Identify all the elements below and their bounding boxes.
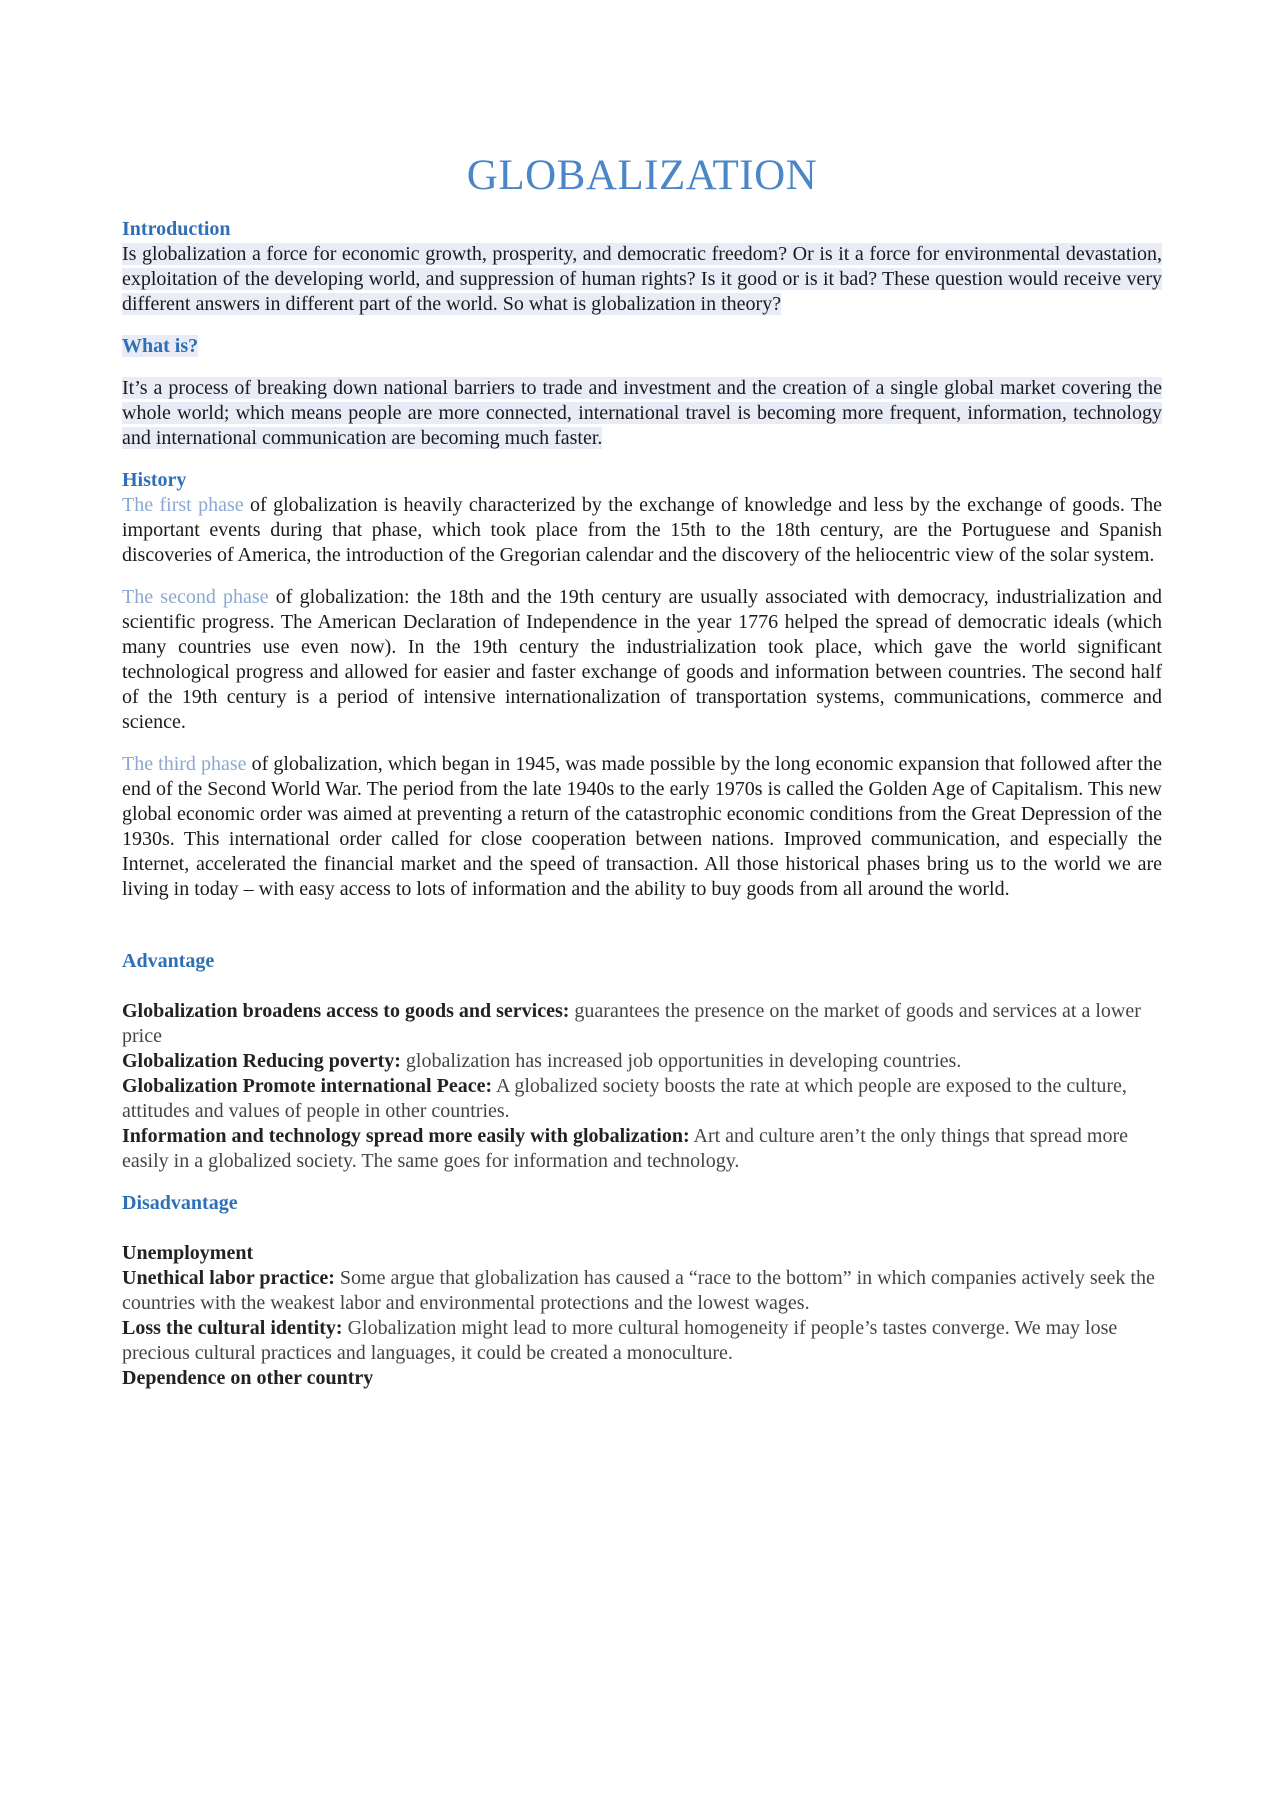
phase3-text: of globalization, which began in 1945, was made possible by the long economic expansion that followed after the end of the Second World War. The period from the late 1940s to the early 1970s is called the Golden Age of Capitalism. This new global economic order was aimed at preventing a return of the catastrophic economic conditions from the Great Depression of the 1930s. This international order called for close cooperation between nations. Improved communication, and especially the Internet, accelerated the financial market and the speed of transaction. All those historical phases bring us to the world we are living in today – with easy access to lots of information and the ability to buy goods from all around the world.	[122, 753, 1162, 901]
disadvantage-item-label: Unethical labor practice:	[122, 1267, 335, 1290]
intro-text: Is globalization a force for economic growth, prosperity, and democratic freedom? Or is it a force for environmental devastation, exploitation of the developing world, and suppression of human rights? Is it good or is it bad? These question would receive very different answers in different part of the world. So what is globalization in theory?	[122, 243, 1162, 316]
advantage-item-label: Information and technology spread more easily with globalization:	[122, 1125, 690, 1148]
advantage-item-text: Art and culture aren’t the only things that spread more easily in a globalized society. The same goes for information and technology.	[122, 1125, 1129, 1173]
section-disadvantage	[122, 1191, 1162, 1391]
disadvantage-item-label: Dependence on other country	[122, 1367, 374, 1390]
history-phase1-paragraph	[122, 493, 1162, 568]
disadvantage-item-label: Loss the cultural identity:	[122, 1317, 343, 1340]
disadvantage-item-text: Globalization might lead to more cultural homogeneity if people’s tastes converge. We may lose precious cultural practices and languages, it could be created a monoculture.	[122, 1317, 1118, 1365]
section-what-is	[122, 334, 1162, 451]
advantage-item-text: globalization has increased job opportunities in developing countries.	[400, 1050, 962, 1073]
advantage-item	[122, 1074, 1162, 1124]
what-is-paragraph	[122, 376, 1162, 451]
disadvantage-item	[122, 1241, 1162, 1266]
heading-history: History	[122, 469, 187, 492]
disadvantage-item	[122, 1366, 1162, 1391]
disadvantage-item	[122, 1266, 1162, 1316]
heading-disadvantage: Disadvantage	[122, 1192, 238, 1215]
advantage-item-label: Globalization Promote international Peace:	[122, 1075, 493, 1098]
advantage-item-label: Globalization broadens access to goods and services:	[122, 1000, 570, 1023]
advantage-item	[122, 999, 1162, 1049]
heading-what-is-text: What is?	[122, 335, 199, 358]
heading-what-is	[122, 334, 1162, 359]
advantage-item	[122, 1049, 1162, 1074]
what-is-text: It’s a process of breaking down national barriers to trade and investment and the creation of a single global market covering the whole world; which means people are more connected, international travel is becoming more frequent, information, technology and international communication are becoming much faster.	[122, 377, 1162, 450]
history-phase2-paragraph	[122, 585, 1162, 735]
disadvantage-item-label: Unemployment	[122, 1242, 254, 1265]
phase2-label: The second phase	[122, 586, 269, 609]
advantage-item	[122, 1124, 1162, 1174]
section-introduction	[122, 217, 1162, 317]
heading-advantage: Advantage	[122, 950, 215, 973]
advantage-item-text: guarantees the presence on the market of goods and services at a lower price	[122, 1000, 1141, 1048]
phase1-label: The first phase	[122, 494, 244, 517]
section-history	[122, 468, 1162, 902]
section-advantage	[122, 949, 1162, 1174]
disadvantage-item-text: Some argue that globalization has caused a “race to the bottom” in which companies actively seek the countries with the weakest labor and environmental protections and the lowest wages.	[122, 1267, 1155, 1315]
heading-introduction: Introduction	[122, 218, 231, 241]
phase2-text: of globalization: the 18th and the 19th century are usually associated with democracy, industrialization and scientific progress. The American Declaration of Independence in the year 1776 helped the spread of democratic ideals (which many countries use even now). In the 19th century the industrialization took place, which gave the world significant technological progress and allowed for easier and faster exchange of goods and information between countries. The second half of the 19th century is a period of intensive internationalization of transportation systems, communications, commerce and science.	[122, 586, 1162, 734]
disadvantage-item	[122, 1316, 1162, 1366]
advantage-item-text: A globalized society boosts the rate at which people are exposed to the culture, attitudes and values of people in other countries.	[122, 1075, 1127, 1123]
phase1-text: of globalization is heavily characterized by the exchange of knowledge and less by the exchange of goods. The important events during that phase, which took place from the 15th to the 18th century, are the Portuguese and Spanish discoveries of America, the introduction of the Gregorian calendar and the discovery of the heliocentric view of the solar system.	[122, 494, 1163, 567]
phase3-label: The third phase	[122, 753, 247, 776]
document-title: GLOBALIZATION	[466, 152, 818, 199]
advantage-item-label: Globalization Reducing poverty:	[122, 1050, 401, 1073]
intro-paragraph	[122, 242, 1162, 317]
history-phase3-paragraph	[122, 752, 1162, 902]
